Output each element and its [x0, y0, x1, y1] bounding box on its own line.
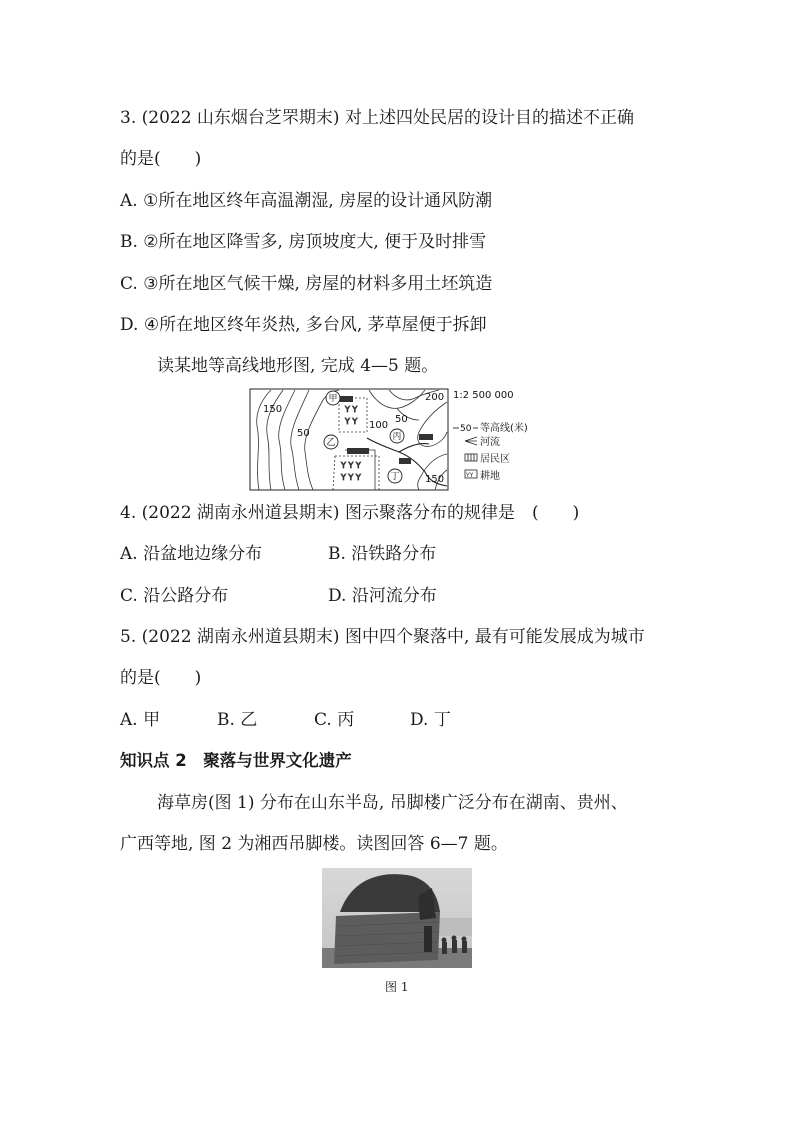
legend-contour-label: 等高线(米): [480, 423, 528, 434]
q4-option-a: A. 沿盆地边缘分布: [120, 544, 263, 564]
q5-stem-line2: 的是( ): [120, 668, 202, 688]
farmland-legend-icon: [465, 470, 477, 479]
contour-label-150a: 150: [263, 404, 283, 415]
legend-contour-value: 50: [460, 424, 472, 434]
contour-label-50a: 50: [297, 428, 310, 439]
intro-4-5: 读某地等高线地形图, 完成 4—5 题。: [157, 356, 439, 376]
contour-map-figure: [249, 386, 529, 498]
q3-option-d: D. ④所在地区终年炎热, 多台风, 茅草屋便于拆卸: [120, 315, 487, 335]
q4-option-c: C. 沿公路分布: [120, 586, 229, 606]
section-heading: 知识点 2 聚落与世界文化遗产: [120, 751, 352, 770]
q3-option-b: B. ②所在地区降雪多, 房顶坡度大, 便于及时排雪: [120, 232, 487, 252]
svg-text:Y Y Y: Y Y Y: [341, 461, 361, 470]
q3-stem-line2: 的是( ): [120, 149, 202, 169]
settlement-jia: 乙: [326, 438, 336, 448]
residential-legend-icon: [465, 454, 477, 461]
legend-farmland: 耕地: [480, 471, 500, 482]
contour-map: [249, 386, 529, 494]
legend-residential: 居民区: [480, 454, 510, 465]
map-scale: 1:2 500 000: [453, 390, 514, 401]
map-legend: [453, 421, 528, 482]
q3-stem-line1: 3. (2022 山东烟台芝罘期末) 对上述四处民居的设计目的描述不正确: [120, 108, 634, 128]
q4-stem: 4. (2022 湖南永州道县期末) 图示聚落分布的规律是 ( ): [120, 503, 580, 523]
legend-river: 河流: [480, 437, 500, 448]
q5-option-c: C. 丙: [314, 710, 355, 730]
q5-stem-line1: 5. (2022 湖南永州道县期末) 图中四个聚落中, 最有可能发展成为城市: [120, 627, 645, 647]
q4-option-b: B. 沿铁路分布: [328, 544, 437, 564]
figure1-caption: 图 1: [385, 980, 409, 994]
contour-label-100: 100: [369, 420, 389, 431]
contour-label-50b: 50: [395, 414, 408, 425]
settlement-yi: 甲: [328, 394, 338, 404]
q5-option-b: B. 乙: [217, 710, 258, 730]
contour-label-200: 200: [425, 392, 445, 403]
svg-text:Y Y: Y Y: [345, 417, 358, 426]
q5-option-a: A. 甲: [120, 710, 161, 730]
intro-6-7-line1: 海草房(图 1) 分布在山东半岛, 吊脚楼广泛分布在湖南、贵州、: [157, 793, 628, 813]
q4-option-d: D. 沿河流分布: [328, 586, 437, 606]
farmland-symbols: [333, 398, 379, 490]
q3-option-a: A. ①所在地区终年高温潮湿, 房屋的设计通风防潮: [120, 191, 493, 211]
svg-text:YY: YY: [466, 472, 474, 479]
settlement-bing: 丙: [392, 432, 402, 442]
contour-label-150b: 150: [425, 474, 445, 485]
q3-option-c: C. ③所在地区气候干燥, 房屋的材料多用土坯筑造: [120, 274, 493, 294]
river-legend-icon: [465, 437, 477, 445]
q5-option-d: D. 丁: [410, 710, 451, 730]
settlement-ding: 丁: [390, 472, 400, 482]
intro-6-7-line2: 广西等地, 图 2 为湘西吊脚楼。读图回答 6—7 题。: [120, 834, 508, 854]
seaweed-house-photo: [322, 868, 472, 968]
svg-text:Y Y Y: Y Y Y: [341, 473, 361, 482]
svg-text:Y Y: Y Y: [345, 405, 358, 414]
